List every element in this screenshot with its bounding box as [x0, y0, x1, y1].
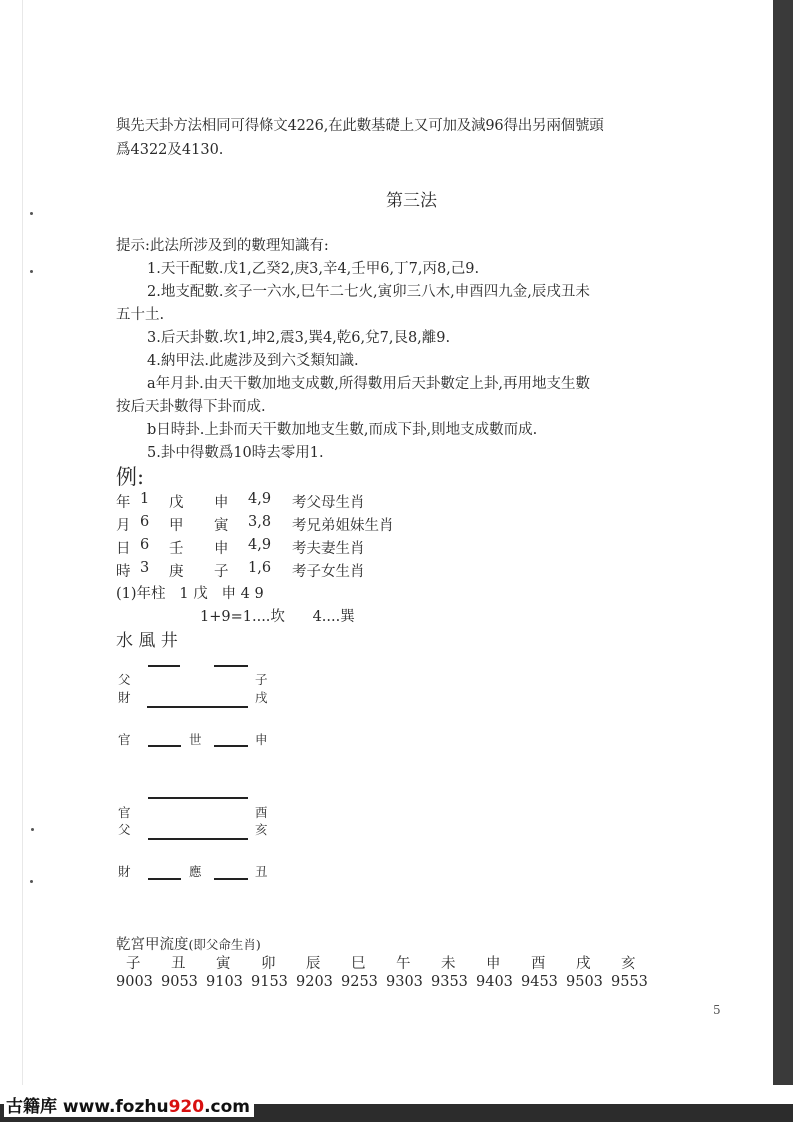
branch-cell: 子: [126, 956, 141, 972]
heavenly-stem: 戊: [169, 495, 184, 511]
number-cell: 9153: [251, 974, 288, 990]
hint-item-5: 5.卦中得數爲10時去零用1.: [147, 445, 324, 461]
intro-line-2: 爲4322及4130.: [116, 142, 224, 158]
branch-cell: 辰: [306, 956, 321, 972]
hexagram-right-label: 子: [255, 672, 268, 687]
number-cell: 9253: [341, 974, 378, 990]
branch-values: 3,8: [248, 514, 272, 530]
yin-line-left: [148, 665, 180, 667]
row-note: 考夫妻生肖: [292, 541, 365, 557]
table-title-note: (即父命生肖): [188, 937, 261, 952]
branch-cell: 申: [486, 956, 501, 972]
number-cell: 9303: [386, 974, 423, 990]
number-cell: 9203: [296, 974, 333, 990]
earthly-branch: 申: [214, 495, 229, 511]
earthly-branch: 子: [214, 564, 229, 580]
pillar-name: 時: [116, 564, 131, 580]
heavenly-stem: 庚: [169, 564, 184, 580]
page-number: 5: [713, 1003, 721, 1017]
calc-line-1: (1)年柱 1 戊 申 4 9: [116, 586, 264, 602]
hexagram-name: 水 風 井: [116, 631, 178, 651]
hint-item-a-cont: 按后天卦數得下卦而成.: [116, 399, 266, 415]
pillar-number: 6: [140, 537, 150, 553]
table-title-main: 乾宮甲流度: [116, 937, 189, 953]
yin-line-left: [148, 878, 181, 880]
hint-item-3: 3.后天卦數.坎1,坤2,震3,巽4,乾6,兌7,艮8,離9.: [147, 330, 451, 346]
pillar-number: 3: [140, 560, 150, 576]
number-cell: 9053: [161, 974, 198, 990]
calc-line-2: 1+9=1....坎 4....巽: [200, 609, 355, 625]
scan-right-edge: [773, 0, 793, 1085]
hint-item-4: 4.納甲法.此處涉及到六爻類知識.: [147, 353, 359, 369]
scan-speck: [30, 212, 33, 215]
hexagram-left-label: 父: [118, 672, 131, 687]
scan-speck: [30, 880, 33, 883]
pillar-name: 日: [116, 541, 131, 557]
yin-line-right: [214, 878, 248, 880]
section-title: 第三法: [386, 191, 437, 211]
number-cell: 9453: [521, 974, 558, 990]
example-label: 例:: [116, 465, 145, 489]
hexagram-right-label: 戌: [255, 690, 268, 705]
number-cell: 9553: [611, 974, 648, 990]
branch-cell: 卯: [261, 956, 276, 972]
hexagram-left-label: 官: [118, 732, 131, 747]
pillar-number: 6: [140, 514, 150, 530]
number-cell: 9403: [476, 974, 513, 990]
pillar-name: 年: [116, 495, 131, 511]
hexagram-right-label: 丑: [255, 864, 268, 879]
pillar-number: 1: [140, 491, 150, 507]
branch-cell: 戌: [576, 956, 591, 972]
yin-line-left: [148, 745, 181, 747]
branch-cell: 亥: [621, 956, 636, 972]
watermark-highlight: 920: [168, 1097, 205, 1117]
number-cell: 9003: [116, 974, 153, 990]
number-cell: 9503: [566, 974, 603, 990]
hexagram-mid-label: 世: [189, 732, 202, 747]
branch-cell: 未: [441, 956, 456, 972]
hexagram-left-label: 財: [118, 690, 131, 705]
yang-line: [148, 797, 248, 799]
hexagram-right-label: 酉: [255, 805, 268, 820]
hint-item-b: b日時卦.上卦而天干數加地支生數,而成下卦,則地支成數而成.: [147, 422, 538, 438]
branch-values: 4,9: [248, 537, 272, 553]
scan-speck: [31, 828, 34, 831]
hexagram-left-label: 官: [118, 805, 131, 820]
scan-left-edge: [0, 0, 23, 1085]
site-watermark: [4, 1092, 254, 1117]
scan-speck: [30, 270, 33, 273]
pillar-name: 月: [116, 518, 131, 534]
heavenly-stem: 甲: [169, 518, 184, 534]
table-title: [116, 933, 261, 954]
branch-values: 4,9: [248, 491, 272, 507]
branch-cell: 午: [396, 956, 411, 972]
branch-cell: 丑: [171, 956, 186, 972]
number-cell: 9103: [206, 974, 243, 990]
earthly-branch: 寅: [214, 518, 229, 534]
watermark-suffix: .com: [204, 1097, 251, 1117]
hint-title: 提示:此法所涉及到的數理知識有:: [116, 238, 329, 254]
branch-cell: 巳: [351, 956, 366, 972]
intro-line-1: 與先天卦方法相同可得條文4226,在此數基礎上又可加及減96得出另兩個號頭: [116, 118, 604, 134]
hexagram-right-label: 申: [255, 732, 268, 747]
row-note: 考父母生肖: [292, 495, 365, 511]
hexagram-left-label: 父: [118, 822, 131, 837]
row-note: 考子女生肖: [292, 564, 365, 580]
earthly-branch: 申: [214, 541, 229, 557]
number-cell: 9353: [431, 974, 468, 990]
yang-line: [148, 838, 248, 840]
yin-line-right: [214, 665, 248, 667]
branch-values: 1,6: [248, 560, 272, 576]
branch-cell: 寅: [216, 956, 231, 972]
watermark-text: 古籍库 www.fozhu: [6, 1097, 169, 1117]
branch-cell: 酉: [531, 956, 546, 972]
hint-item-2: 2.地支配數.亥子一六水,巳午二七火,寅卯三八木,申酉四九金,辰戌丑未: [147, 284, 590, 300]
hexagram-mid-label: 應: [189, 864, 202, 879]
hint-item-a: a年月卦.由天干數加地支成數,所得數用后天卦數定上卦,再用地支生數: [147, 376, 590, 392]
heavenly-stem: 壬: [169, 541, 184, 557]
yang-line: [147, 706, 248, 708]
hint-item-1: 1.天干配數.戊1,乙癸2,庚3,辛4,壬甲6,丁7,丙8,己9.: [147, 261, 480, 277]
yin-line-right: [214, 745, 248, 747]
hexagram-right-label: 亥: [255, 822, 268, 837]
row-note: 考兄弟姐妹生肖: [292, 518, 394, 534]
hint-item-2-cont: 五十土.: [116, 307, 165, 323]
hexagram-left-label: 財: [118, 864, 131, 879]
